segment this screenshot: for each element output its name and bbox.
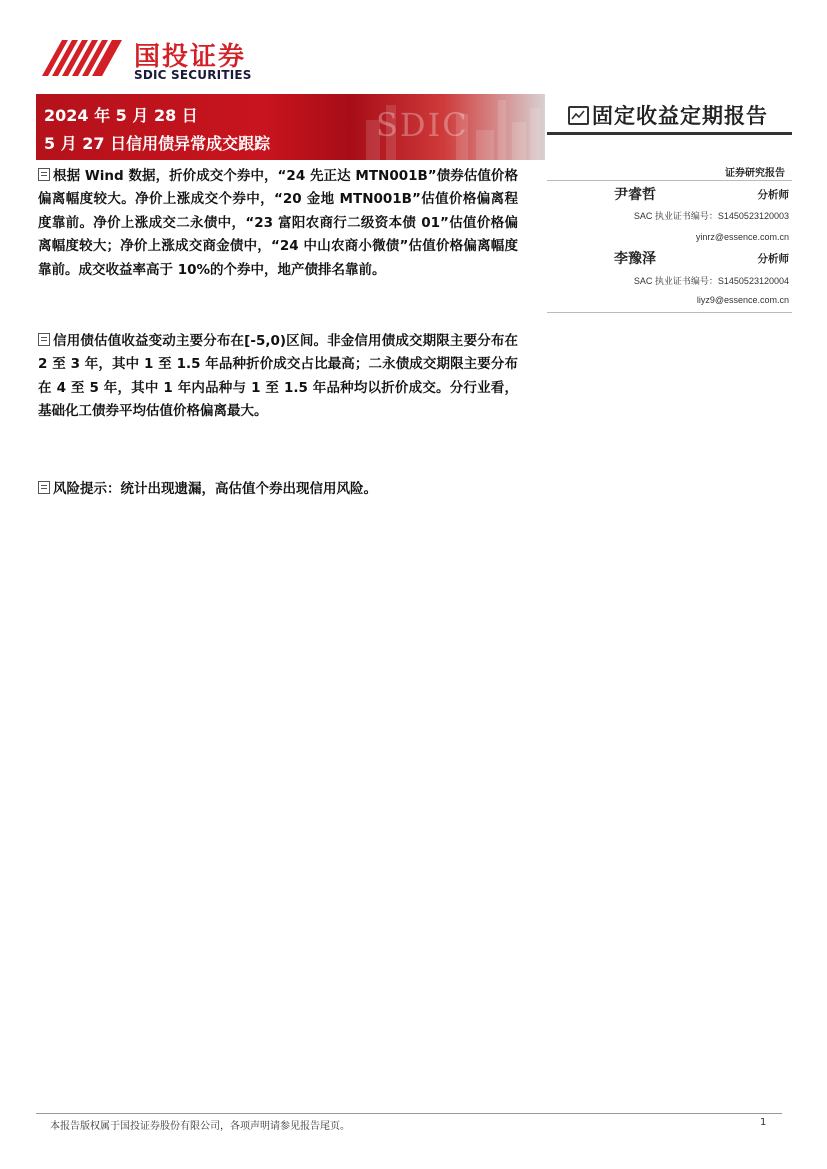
analyst-bottom-divider xyxy=(547,312,792,313)
logo-text-cn: 国投证券 xyxy=(134,42,247,72)
analyst-email: yinrz@essence.com.cn xyxy=(695,232,789,242)
page-number: 1 xyxy=(760,1117,767,1128)
company-logo xyxy=(38,36,268,82)
analyst-sac: SAC 执业证书编号：S1450523120004 xyxy=(633,276,789,286)
analyst-role: 分析师 xyxy=(757,253,789,265)
analyst-role: 分析师 xyxy=(757,189,789,201)
list-bullet-icon xyxy=(38,481,50,494)
summary-paragraph: 根据 Wind 数据，折价成交个券中，“24 先正达 MTN001B”债券估值价格偏离幅度较大。净价上涨成交个券中，“20 金地 MTN001B”估值价格偏离程度靠前。净价上涨成交二永债中，“23 富阳农商行二级资本债 01”估值价格偏离幅度较大；净价上涨成交商金债中，“24 中山农商小微债”估值价格偏离幅度靠前。成交收益率高于 10%的个券中，地产债排名靠前。 xyxy=(38,168,518,278)
list-bullet-icon xyxy=(38,168,50,181)
report-type-heading xyxy=(568,100,793,130)
analyst-email: liyz9@essence.com.cn xyxy=(696,295,789,305)
title-banner xyxy=(36,94,545,160)
report-category: 证券研究报告 xyxy=(725,168,785,179)
analyst-name: 尹睿哲 xyxy=(614,187,656,203)
analyst-divider xyxy=(547,180,792,181)
analyst-name: 李豫泽 xyxy=(614,251,656,267)
risk-warning: 风险提示：统计出现遗漏，高估值个券出现信用风险。 xyxy=(38,478,518,501)
banner-watermark: SDIC xyxy=(376,106,469,144)
footer-divider xyxy=(36,1113,782,1114)
header-divider xyxy=(547,132,792,135)
logo-text-en: SDIC SECURITIES xyxy=(134,68,252,82)
analyst-sac: SAC 执业证书编号：S1450523120003 xyxy=(633,211,789,221)
report-date: 2024 年 5 月 28 日 xyxy=(44,106,198,125)
logo-mark-icon xyxy=(38,36,128,82)
footer-disclaimer: 本报告版权属于国投证券股份有限公司，各项声明请参见报告尾页。 xyxy=(50,1121,350,1132)
list-bullet-icon xyxy=(38,333,50,346)
report-type-label: 固定收益定期报告 xyxy=(592,103,768,128)
summary-paragraph: 信用债估值收益变动主要分布在[-5,0)区间。非金信用债成交期限主要分布在 2 至 3 年，其中 1 至 1.5 年品种折价成交占比最高；二永债成交期限主要分布在 4 至 5 年，其中 1 年内品种与 1 至 1.5 年品种均以折价成交。分行业看，基础化工债券平均估值价格偏离最大。 xyxy=(38,333,518,420)
chart-line-icon xyxy=(568,106,589,125)
report-title: 5 月 27 日信用债异常成交跟踪 xyxy=(44,134,271,153)
